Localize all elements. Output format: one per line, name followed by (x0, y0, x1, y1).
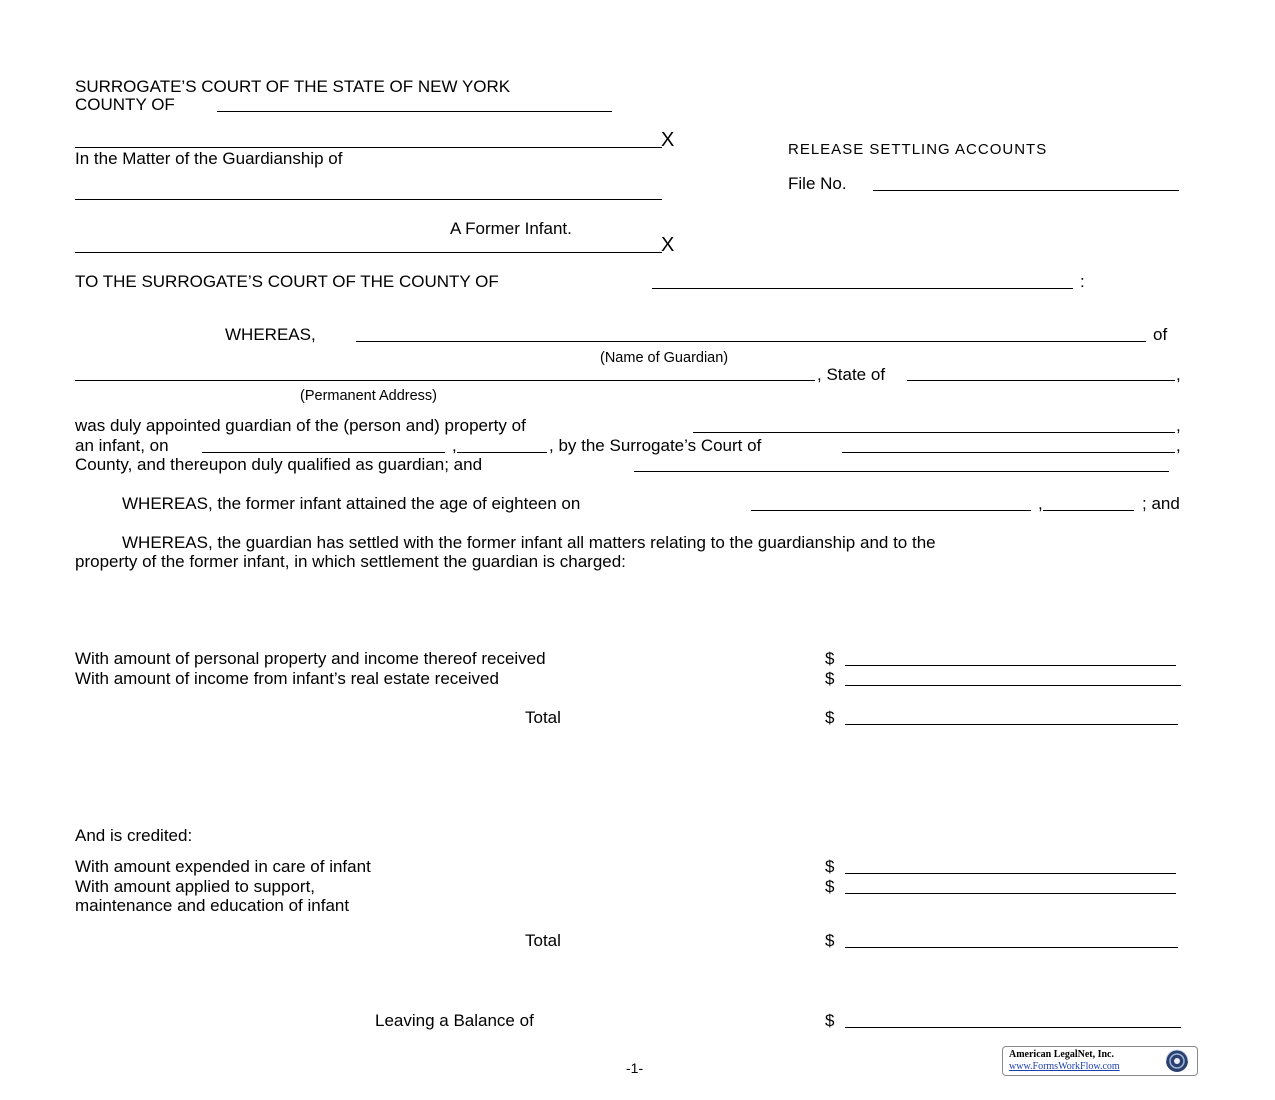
credit-care-of-infant: With amount expended in care of infant (75, 857, 371, 876)
whereas-age-line: WHEREAS, the former infant attained the age of eighteen on (122, 494, 581, 513)
credit-support-line-1: With amount applied to support, (75, 877, 316, 896)
balance-label: Leaving a Balance of (375, 1011, 534, 1030)
comma: , (452, 436, 457, 455)
dollar-sign: $ (825, 931, 835, 950)
county-of-label: COUNTY OF (75, 95, 175, 114)
majority-year-field[interactable] (1043, 510, 1134, 511)
county-field[interactable] (217, 111, 612, 112)
care-amount-field[interactable] (845, 873, 1176, 874)
state-field[interactable] (907, 380, 1175, 381)
balance-amount-field[interactable] (845, 1027, 1181, 1028)
colon: : (1080, 272, 1085, 291)
caption-bottom-rule (75, 252, 662, 253)
infant-name-field[interactable] (693, 432, 1175, 433)
appointment-year-field[interactable] (457, 452, 547, 453)
majority-date-field[interactable] (751, 510, 1031, 511)
comma: , (1176, 436, 1181, 455)
publisher-logo (1002, 1046, 1198, 1076)
caption-x-mark-bottom: X (661, 234, 675, 256)
credit-support-line-2: maintenance and education of infant (75, 896, 350, 915)
comma: , (1038, 494, 1043, 513)
logo-company-name: American LegalNet, Inc. (1009, 1049, 1114, 1060)
permanent-address-field[interactable] (75, 380, 815, 381)
and-label: ; and (1142, 494, 1180, 513)
settled-line-2: property of the former infant, in which settlement the guardian is charged: (75, 552, 626, 571)
appointing-court-field[interactable] (842, 452, 1175, 453)
qualified-field[interactable] (634, 471, 1169, 472)
court-county-field[interactable] (652, 288, 1073, 289)
credits-total-label: Total (525, 931, 561, 950)
dollar-sign: $ (825, 1011, 835, 1030)
comma: , (1176, 416, 1181, 435)
charges-total-label: Total (525, 708, 561, 727)
real-estate-income-amount-field[interactable] (845, 685, 1181, 686)
dollar-sign: $ (825, 877, 835, 896)
court-heading: SURROGATE’S COURT OF THE STATE OF NEW YORK (75, 77, 511, 96)
charges-total-amount-field[interactable] (845, 724, 1178, 725)
comma: , (1176, 365, 1181, 384)
whereas-label: WHEREAS, (225, 325, 316, 344)
to-court-line: TO THE SURROGATE’S COURT OF THE COUNTY OF (75, 272, 499, 291)
personal-property-amount-field[interactable] (845, 665, 1176, 666)
logo-url-link[interactable]: www.FormsWorkFlow.com (1009, 1061, 1120, 1072)
appointed-line: was duly appointed guardian of the (person and) property of (75, 416, 526, 435)
qualified-line: County, and thereupon duly qualified as guardian; and (75, 455, 483, 474)
permanent-address-caption: (Permanent Address) (300, 388, 438, 404)
ward-name-field[interactable] (75, 199, 662, 200)
by-court-label: , by the Surrogate’s Court of (549, 436, 762, 455)
file-no-field[interactable] (873, 190, 1179, 191)
dollar-sign: $ (825, 669, 835, 688)
matter-line: In the Matter of the Guardianship of (75, 149, 343, 168)
document-title: RELEASE SETTLING ACCOUNTS (788, 141, 1048, 158)
settled-line-1: WHEREAS, the guardian has settled with the former infant all matters relating to the guardianship and to the (122, 533, 936, 552)
of-label: of (1153, 325, 1168, 344)
charge-personal-property: With amount of personal property and income thereof received (75, 649, 546, 668)
name-of-guardian-caption: (Name of Guardian) (600, 350, 729, 366)
dollar-sign: $ (825, 649, 835, 668)
file-no-label: File No. (788, 174, 847, 193)
credits-total-amount-field[interactable] (845, 947, 1178, 948)
appointment-date-field[interactable] (202, 452, 445, 453)
charge-real-estate-income: With amount of income from infant’s real estate received (75, 669, 499, 688)
infant-on-label: an infant, on (75, 436, 169, 455)
former-infant-label: A Former Infant. (450, 219, 572, 238)
guardian-name-field[interactable] (356, 341, 1146, 342)
caption-x-mark: X (661, 129, 675, 151)
page-number: -1- (626, 1060, 644, 1076)
state-of-label: , State of (817, 365, 886, 384)
support-amount-field[interactable] (845, 893, 1176, 894)
dollar-sign: $ (825, 857, 835, 876)
globe-icon (1160, 1048, 1194, 1074)
dollar-sign: $ (825, 708, 835, 727)
caption-top-rule (75, 147, 662, 148)
credited-heading: And is credited: (75, 826, 193, 845)
